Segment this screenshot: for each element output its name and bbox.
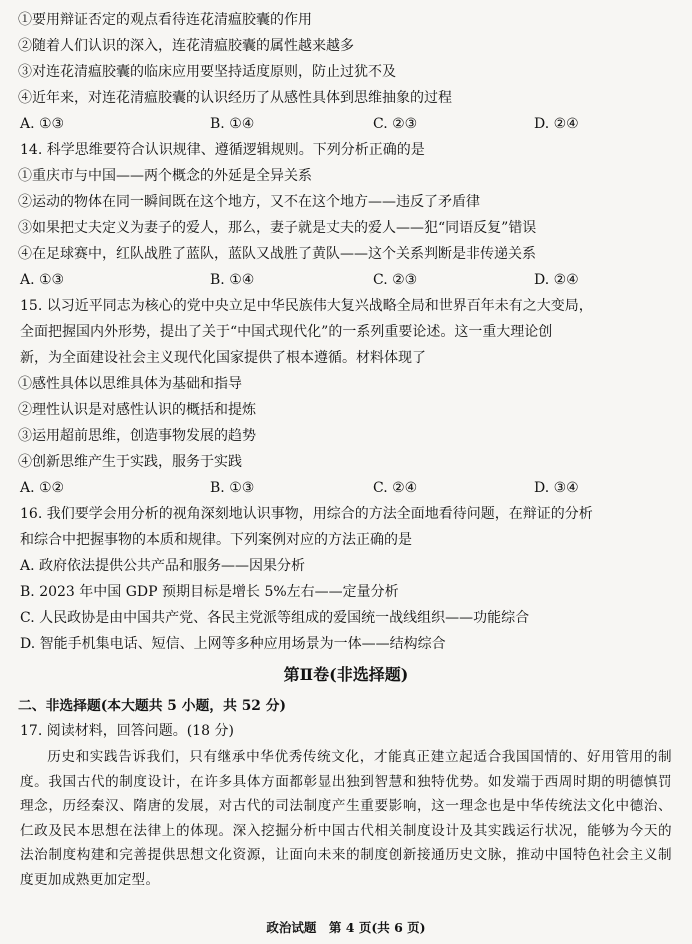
q14-stem: 14. 科学思维要符合认识规律、遵循逻辑规则。下列分析正确的是 (20, 142, 425, 158)
q16-option-b: B. 2023 年中国 GDP 预期目标是增长 5%左右——定量分析 (20, 584, 399, 600)
q15-stem-line-2: 全面把握国内外形势，提出了关于“中国式现代化”的一系列重要论述。这一重大理论创 (20, 324, 553, 340)
q16-stem-line-1: 16. 我们要学会用分析的视角深刻地认识事物，用综合的方法全面地看待问题，在辩证的分析 (20, 506, 593, 522)
q14-option-a: A. ①③ (20, 272, 65, 288)
q15-stem-line-3: 新，为全面建设社会主义现代化国家提供了根本遵循。材料体现了 (20, 350, 426, 366)
q13-option-a: A. ①③ (20, 116, 65, 132)
q15-option-a: A. ①② (20, 480, 65, 496)
q15-option-d: D. ③④ (534, 480, 579, 496)
q13-item-3: ③对连花清瘟胶囊的临床应用要坚持适度原则，防止过犹不及 (18, 64, 396, 80)
q13-option-c: C. ②③ (373, 116, 418, 132)
q15-item-2: ②理性认识是对感性认识的概括和提炼 (18, 402, 256, 418)
q15-item-1: ①感性具体以思维具体为基础和指导 (18, 376, 242, 392)
q14-option-b: B. ①④ (210, 272, 255, 288)
q17-stem: 17. 阅读材料，回答问题。(18 分) (20, 723, 234, 739)
q13-option-d: D. ②④ (534, 116, 579, 132)
q14-item-4: ④在足球赛中，红队战胜了蓝队，蓝队又战胜了黄队——这个关系判断是非传递关系 (18, 246, 536, 262)
section-title: 第Ⅱ卷(非选择题) (283, 665, 409, 684)
q13-item-2: ②随着人们认识的深入，连花清瘟胶囊的属性越来越多 (18, 38, 354, 54)
q13-options (20, 113, 672, 135)
q14-option-d: D. ②④ (534, 272, 579, 288)
q14-option-c: C. ②③ (373, 272, 418, 288)
q15-option-c: C. ②④ (373, 480, 418, 496)
q14-item-3: ③如果把丈夫定义为妻子的爱人，那么，妻子就是丈夫的爱人——犯“同语反复”错误 (18, 220, 537, 236)
q15-option-b: B. ①③ (210, 480, 255, 496)
q13-item-1: ①要用辩证否定的观点看待连花清瘟胶囊的作用 (18, 12, 312, 28)
q13-item-4: ④近年来，对连花清瘟胶囊的认识经历了从感性具体到思维抽象的过程 (18, 90, 452, 106)
q15-item-4: ④创新思维产生于实践，服务于实践 (18, 454, 242, 470)
q13-option-b: B. ①④ (210, 116, 255, 132)
page-footer: 政治试题 第 4 页(共 6 页) (266, 920, 426, 935)
q14-options (20, 269, 672, 291)
q15-options (20, 477, 672, 499)
q14-item-1: ①重庆市与中国——两个概念的外延是全异关系 (18, 168, 312, 184)
q16-option-a: A. 政府依法提供公共产品和服务——因果分析 (20, 558, 306, 574)
q16-option-d: D. 智能手机集电话、短信、上网等多种应用场景为一体——结构综合 (20, 636, 446, 652)
q15-stem-line-1: 15. 以习近平同志为核心的党中央立足中华民族伟大复兴战略全局和世界百年未有之大变局， (20, 298, 593, 314)
q14-item-2: ②运动的物体在同一瞬间既在这个地方，又不在这个地方——违反了矛盾律 (18, 194, 480, 210)
q15-item-3: ③运用超前思维，创造事物发展的趋势 (18, 428, 256, 444)
q16-option-c: C. 人民政协是由中国共产党、各民主党派等组成的爱国统一战线组织——功能综合 (20, 610, 530, 626)
section-heading: 二、非选择题(本大题共 5 小题，共 52 分) (18, 698, 287, 714)
q17-material: 历史和实践告诉我们，只有继承中华优秀传统文化，才能真正建立起适合我国国情的、好用管用的制度。我国古代的制度设计，在许多具体方面都彰显出独到智慧和独特优势。如发端于西周时期的明德慎罚理念，历经秦汉、隋唐的发展，对古代的司法制度产生重要影响，这一理念也是中华传统法文化中德治、仁政及民本思想在法律上的体现。深入挖掘分析中国古代相关制度设计及其实践运行状况，能够为今天的法治制度构建和完善提供思想文化资源，让面向未来的制度创新接通历史文脉，推动中国特色社会主义制度更加成熟更加定型。 (20, 749, 672, 888)
q16-stem-line-2: 和综合中把握事物的本质和规律。下列案例对应的方法正确的是 (20, 532, 412, 548)
